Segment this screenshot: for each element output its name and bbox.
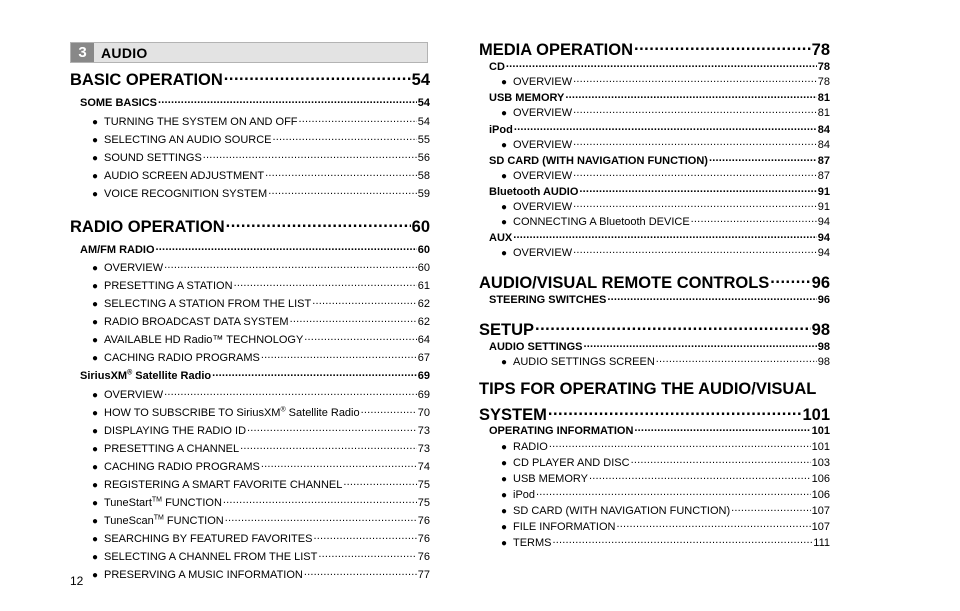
bullet-icon: ● [92, 498, 99, 509]
bullet-icon: ● [92, 552, 99, 563]
bullet-icon: ● [92, 281, 99, 292]
bullet-icon: ● [92, 480, 99, 491]
toc-item[interactable]: ● FILE INFORMATION ..... 107 [479, 519, 830, 533]
toc-item[interactable]: ● OVERVIEW ..... 84 [479, 137, 830, 151]
bullet-icon: ● [92, 117, 99, 128]
toc-subsection-usb-memory[interactable]: USB MEMORY ..... 81 [479, 90, 830, 104]
toc-item[interactable]: ● OVERVIEW ..... 78 [479, 74, 830, 88]
bullet-icon: ● [92, 153, 99, 164]
bullet-icon: ● [92, 390, 99, 401]
toc-item[interactable]: ● SOUND SETTINGS ..... 56 [70, 150, 430, 164]
toc-item[interactable]: ● TURNING THE SYSTEM ON AND OFF ..... 54 [70, 114, 430, 128]
bullet-icon: ● [92, 462, 99, 473]
toc-subsection-am-fm-radio[interactable]: AM/FM RADIO ..... 60 [70, 242, 430, 256]
chapter-header [70, 42, 428, 63]
bullet-icon: ● [501, 108, 508, 119]
toc-subsection-cd[interactable]: CD ..... 78 [479, 59, 830, 73]
toc-subsection-sd-card[interactable]: SD CARD (WITH NAVIGATION FUNCTION) ..... 87 [479, 153, 830, 167]
bullet-icon: ● [92, 299, 99, 310]
bullet-icon: ● [92, 353, 99, 364]
toc-subsection-steering-switches[interactable]: STEERING SWITCHES ..... 96 [479, 292, 830, 306]
toc-item[interactable]: ● TuneScan™ FUNCTION ..... 76 [70, 513, 430, 527]
toc-item[interactable]: ● PRESERVING A MUSIC INFORMATION ..... 77 [70, 567, 430, 581]
bullet-icon: ● [92, 171, 99, 182]
toc-item[interactable]: ● REGISTERING A SMART FAVORITE CHANNEL ..... 75 [70, 477, 430, 491]
toc-section-tips[interactable]: SYSTEM ..... 101 [479, 403, 830, 423]
toc-item[interactable]: ● RADIO BROADCAST DATA SYSTEM ..... 62 [70, 314, 430, 328]
toc-item[interactable]: ● AVAILABLE HD Radio™ TECHNOLOGY ..... 64 [70, 332, 430, 346]
toc-item[interactable]: ● SELECTING A STATION FROM THE LIST ..... 62 [70, 296, 430, 310]
toc-subsection-some-basics[interactable]: SOME BASICS ..... 54 [70, 95, 430, 109]
toc-item[interactable]: ● TERMS ..... 111 [479, 535, 830, 549]
bullet-icon: ● [92, 263, 99, 274]
toc-item[interactable]: ● AUDIO SCREEN ADJUSTMENT ..... 58 [70, 168, 430, 182]
bullet-icon: ● [501, 202, 508, 213]
chapter-title: AUDIO [101, 45, 148, 61]
toc-item[interactable]: ● OVERVIEW ..... 94 [479, 245, 830, 259]
bullet-icon: ● [501, 171, 508, 182]
toc-item[interactable]: ● CD PLAYER AND DISC ..... 103 [479, 455, 830, 469]
bullet-icon: ● [501, 140, 508, 151]
toc-item[interactable]: ● OVERVIEW ..... 81 [479, 105, 830, 119]
bullet-icon: ● [92, 570, 99, 581]
toc-item[interactable]: ● OVERVIEW ..... 87 [479, 168, 830, 182]
bullet-icon: ● [92, 444, 99, 455]
toc-section-media-operation[interactable]: MEDIA OPERATION ..... 78 [479, 38, 830, 58]
bullet-icon: ● [501, 506, 508, 517]
toc-item[interactable]: ● OVERVIEW ..... 60 [70, 260, 430, 274]
toc-item[interactable]: ● CACHING RADIO PROGRAMS ..... 74 [70, 459, 430, 473]
bullet-icon: ● [92, 317, 99, 328]
bullet-icon: ● [501, 217, 508, 228]
bullet-icon: ● [92, 426, 99, 437]
bullet-icon: ● [92, 335, 99, 346]
bullet-icon: ● [501, 442, 508, 453]
bullet-icon: ● [92, 135, 99, 146]
toc-item[interactable]: ● CONNECTING A Bluetooth DEVICE ..... 94 [479, 214, 830, 228]
toc-item[interactable]: ● PRESETTING A STATION ..... 61 [70, 278, 430, 292]
page-number: 12 [70, 574, 84, 588]
bullet-icon: ● [92, 534, 99, 545]
bullet-icon: ● [501, 538, 508, 549]
bullet-icon: ● [92, 189, 99, 200]
bullet-icon: ● [92, 408, 99, 419]
toc-section-radio-operation[interactable]: RADIO OPERATION ..... 60 [70, 215, 430, 235]
toc-item[interactable]: ● SELECTING AN AUDIO SOURCE ..... 55 [70, 132, 430, 146]
bullet-icon: ● [501, 490, 508, 501]
toc-section-basic-operation[interactable]: BASIC OPERATION ..... 54 [70, 68, 430, 88]
toc-subsection-siriusxm[interactable]: SiriusXM® Satellite Radio ..... 69 [70, 368, 430, 382]
toc-subsection-audio-settings[interactable]: AUDIO SETTINGS ..... 98 [479, 339, 830, 353]
toc-item[interactable]: ● SELECTING A CHANNEL FROM THE LIST ..... 76 [70, 549, 430, 563]
bullet-icon: ● [92, 516, 99, 527]
bullet-icon: ● [501, 248, 508, 259]
toc-subsection-bluetooth-audio[interactable]: Bluetooth AUDIO ..... 91 [479, 184, 830, 198]
toc-item[interactable]: ● OVERVIEW ..... 69 [70, 387, 430, 401]
toc-item[interactable]: ● TuneStart™ FUNCTION ..... 75 [70, 495, 430, 509]
toc-item[interactable]: ● SEARCHING BY FEATURED FAVORITES ..... 76 [70, 531, 430, 545]
toc-item[interactable]: ● HOW TO SUBSCRIBE TO SiriusXM® Satellite Radio ..... 70 [70, 405, 430, 419]
bullet-icon: ● [501, 357, 508, 368]
toc-item[interactable]: ● CACHING RADIO PROGRAMS ..... 67 [70, 350, 430, 364]
toc-item[interactable]: ● PRESETTING A CHANNEL ..... 73 [70, 441, 430, 455]
toc-item[interactable]: ● DISPLAYING THE RADIO ID ..... 73 [70, 423, 430, 437]
toc-section-setup[interactable]: SETUP ..... 98 [479, 318, 830, 338]
bullet-icon: ● [501, 474, 508, 485]
toc-item[interactable]: ● SD CARD (WITH NAVIGATION FUNCTION) ..... 107 [479, 503, 830, 517]
bullet-icon: ● [501, 522, 508, 533]
toc-item[interactable]: ● OVERVIEW ..... 91 [479, 199, 830, 213]
toc-section-tips-title[interactable]: TIPS FOR OPERATING THE AUDIO/VISUAL [479, 380, 817, 398]
bullet-icon: ● [501, 77, 508, 88]
toc-item[interactable]: ● USB MEMORY ..... 106 [479, 471, 830, 485]
toc-item[interactable]: ● iPod ..... 106 [479, 487, 830, 501]
toc-subsection-aux[interactable]: AUX ..... 94 [479, 230, 830, 244]
toc-item[interactable]: ● AUDIO SETTINGS SCREEN ..... 98 [479, 354, 830, 368]
toc-item[interactable]: ● VOICE RECOGNITION SYSTEM ..... 59 [70, 186, 430, 200]
toc-subsection-operating-information[interactable]: OPERATING INFORMATION ..... 101 [479, 423, 830, 437]
toc-section-remote-controls[interactable]: AUDIO/VISUAL REMOTE CONTROLS ..... 96 [479, 271, 830, 291]
toc-item[interactable]: ● RADIO ..... 101 [479, 439, 830, 453]
bullet-icon: ● [501, 458, 508, 469]
chapter-number: 3 [71, 43, 94, 62]
toc-subsection-ipod[interactable]: iPod ..... 84 [479, 122, 830, 136]
